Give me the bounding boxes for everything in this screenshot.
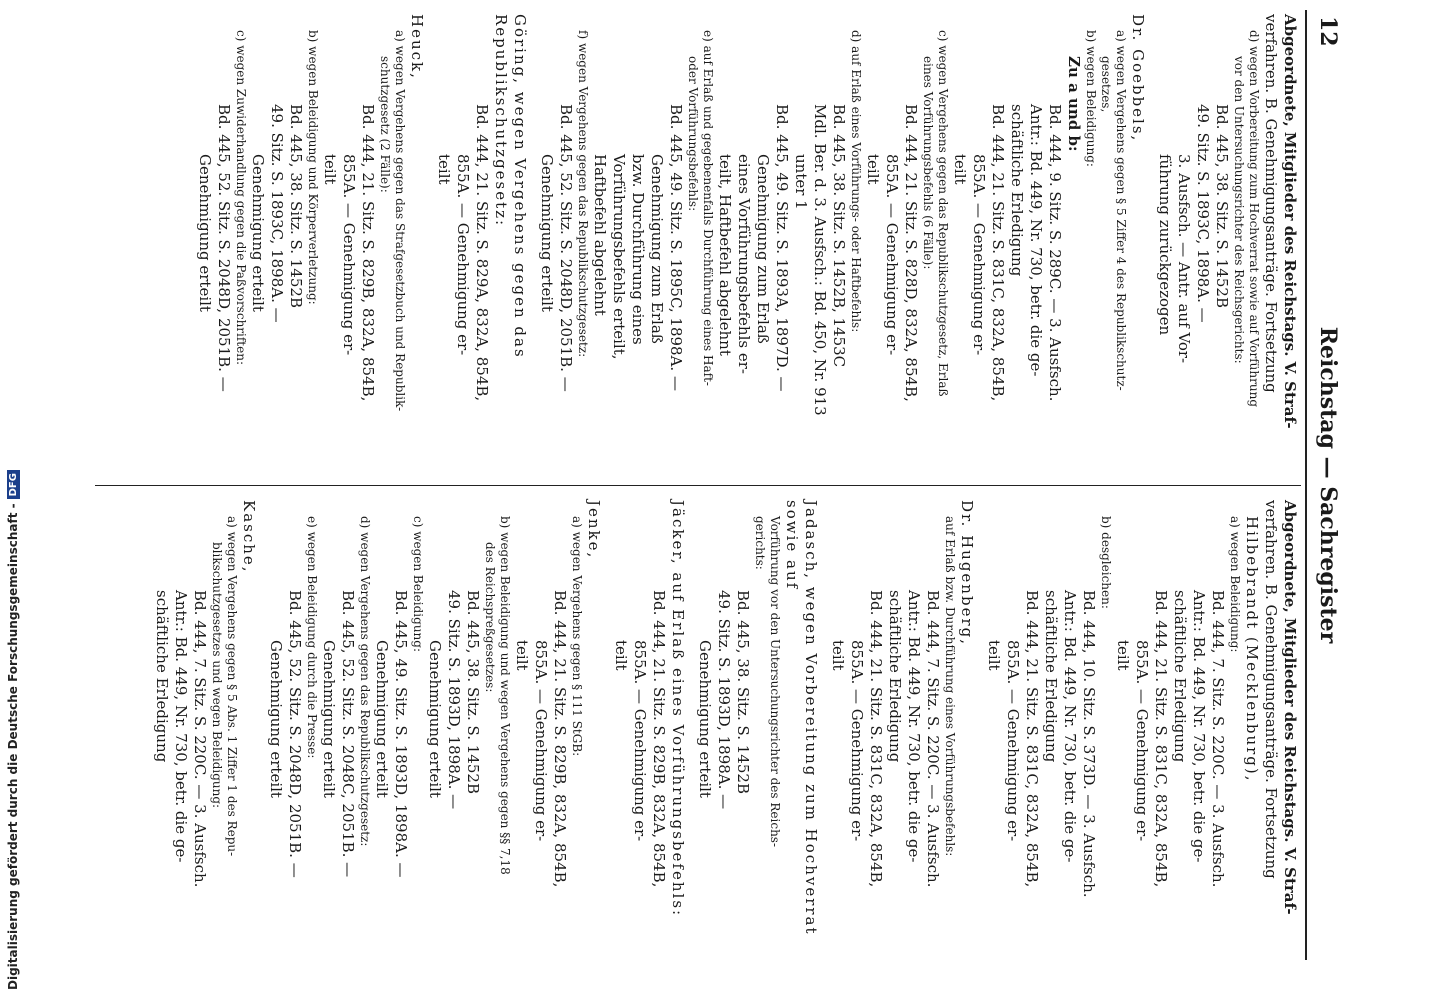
- text-line: Abgeordnete, Mitglieder des Reichstags. V. Straf-: [1281, 500, 1299, 915]
- text-line: gesetzes,: [1099, 56, 1113, 113]
- text-line: 855A. — Genehmigung er-: [631, 640, 649, 842]
- text-line: f) wegen Vergehens gegen das Republikschutzgesetz:: [576, 30, 590, 358]
- text-line: Genehmigung erteilt: [267, 640, 285, 798]
- text-line: Genehmigung zum Erlaß: [648, 154, 666, 344]
- text-line: Bd. 445, 38. Sitz. S. 1452B: [734, 590, 752, 794]
- text-line: auf Erlaß bzw. Durchführung eines Vorführungsbefehls:: [943, 516, 957, 857]
- text-line: Zu a und b:: [1065, 56, 1083, 152]
- text-line: schäftliche Erledigung: [1171, 590, 1189, 763]
- text-line: Haftbefehl abgelehnt: [591, 154, 609, 316]
- text-line: schäftliche Erledigung: [886, 590, 904, 763]
- text-line: schutzgesetz (2 Fälle):: [378, 56, 392, 193]
- text-line: Heuck,: [408, 14, 426, 80]
- text-line: d) auf Erlaß eines Vorführungs- oder Haftbefehls:: [849, 30, 863, 333]
- text-line: teilt: [864, 154, 882, 185]
- text-line: 855A. — Genehmigung er-: [454, 154, 472, 356]
- text-line: Bd. 444, 21. Sitz. S. 831C, 832A, 854B,: [1023, 590, 1041, 888]
- text-line: Bd. 445, 38. Sitz. S. 1452B, 1453C: [830, 104, 848, 368]
- text-line: 855A. — Genehmigung er-: [848, 640, 866, 842]
- text-line: b) wegen Beleidigung und Körperverletzung:: [306, 30, 320, 305]
- text-line: teilt: [612, 640, 630, 671]
- text-line: Genehmigung erteilt: [696, 640, 714, 798]
- text-line: e) auf Erlaß und gegebenenfalls Durchführung eines Haft-: [701, 30, 715, 386]
- text-line: Hilbebrandt (Mecklenburg),: [1243, 516, 1261, 783]
- text-line: c) wegen Beleidigung:: [411, 516, 425, 652]
- spacer: [687, 500, 695, 960]
- text-line: 49. Sitz. S. 1893C, 1898A. —: [1194, 104, 1212, 323]
- text-line: bzw. Durchführung eines: [629, 154, 647, 345]
- text-line: Bd. 444, 21. Sitz. S. 831C, 832A, 854B,: [989, 104, 1007, 402]
- text-line: Jäcker, auf Erlaß eines Vorführungsbefehls:: [669, 500, 687, 918]
- text-line: a) wegen Vergehens gegen § 5 Abs. 1 Ziffer 1 des Repu-: [225, 516, 239, 857]
- spacer: [820, 500, 828, 960]
- text-line: Bd. 445, 52. Sitz. S. 2048D, 2051B. —: [286, 590, 304, 878]
- text-line: Genehmigung zum Erlaß: [754, 154, 772, 344]
- text-line: teilt: [985, 640, 1003, 671]
- spacer: [426, 14, 434, 474]
- text-line: Jenke,: [585, 500, 603, 560]
- text-line: teilt: [1114, 640, 1132, 671]
- text-line: unter 1: [792, 154, 810, 210]
- text-line: des Reichspreßgesetzes:: [483, 542, 497, 693]
- spacer: [976, 500, 984, 960]
- credit-text: Digitalisierung gefördert durch die Deutsche Forschungsgemeinschaft -: [6, 503, 20, 990]
- text-line: Göring, wegen Vergehens gegen das Republikschutzgesetz:: [492, 14, 529, 366]
- text-line: Bd. 445, 49. Sitz. S. 1893D, 1898A. —: [392, 590, 410, 878]
- text-line: b) desgleichen:: [1099, 516, 1113, 609]
- text-line: Jadasch, wegen Vorbereitung zum Hochverrat sowie auf: [783, 500, 820, 943]
- text-line: Bd. 445, 49. Sitz. S. 1893A, 1897D. —: [773, 104, 791, 392]
- text-line: Bd. 444, 21. Sitz. S. 828D, 832A, 854B,: [902, 104, 920, 402]
- text-line: Bd. 444, 21. Sitz. S. 829B, 832A, 854B,: [359, 104, 377, 402]
- text-line: gerichts:: [753, 516, 767, 570]
- text-line: a) wegen Vergehens gegen § 5 Ziffer 4 des Republikschutz-: [1114, 30, 1128, 391]
- document-page: [55, 10, 1345, 960]
- text-line: 855A. — Genehmigung er-: [1004, 640, 1022, 842]
- text-line: Genehmigung erteilt: [373, 640, 391, 798]
- text-line: Genehmigung erteilt: [249, 154, 267, 312]
- text-line: Bd. 445, 49. Sitz. S. 1895C, 1898A. —: [667, 104, 685, 391]
- text-line: 855A. — Genehmigung er-: [970, 154, 988, 356]
- text-line: Genehmigung erteilt: [538, 154, 556, 312]
- text-line: Bd. 444, 21. Sitz. S. 831C, 832A, 854B,: [1152, 590, 1170, 888]
- text-line: blikschutzgesetzes und wegen Beleidigung:: [210, 542, 224, 809]
- text-line: teilt, Haftbefehl abgelehnt: [716, 154, 734, 356]
- text-line: verfahren. B. Genehmigungsanträge. Fortsetzung: [1262, 500, 1280, 879]
- text-line: eines Vorführungsbefehls er-: [735, 154, 753, 374]
- text-line: Dr. Goebbels,: [1129, 14, 1147, 143]
- text-line: Vorführung vor den Untersuchungsrichter des Reichs-: [768, 516, 782, 848]
- text-line: Genehmigung erteilt: [196, 154, 214, 312]
- text-line: e) wegen Beleidigung durch die Presse:: [305, 516, 319, 759]
- text-line: Bd. 444, 10. Sitz. S. 373D. — 3. Ausfsch.: [1080, 590, 1098, 898]
- spacer: [258, 500, 266, 960]
- text-line: oder Vorführungsbefehls:: [686, 56, 700, 212]
- text-line: Bd. 444, 9. Sitz. S. 289C. — 3. Ausfsch.: [1046, 104, 1064, 402]
- text-line: Bd. 444, 7. Sitz. S. 220C. — 3. Ausfsch.: [191, 590, 209, 888]
- text-line: a) wegen Beleidigung:: [1228, 516, 1242, 653]
- digitization-credit: [6, 470, 20, 990]
- text-line: Bd. 444, 7. Sitz. S. 220C. — 3. Ausfsch.: [924, 590, 942, 888]
- text-line: teilt: [321, 154, 339, 185]
- text-line: Bd. 445, 38. Sitz. S. 1452B: [1213, 104, 1231, 308]
- text-line: eines Vorführungsbefehls (6 Fälle):: [921, 56, 935, 270]
- text-line: Antr.: Bd. 449, Nr. 730, betr. die ge-: [1061, 590, 1079, 863]
- text-line: c) wegen Vergehens gegen das Republikschutzgesetz, Erlaß: [936, 30, 950, 397]
- text-line: Bd. 444, 21. Sitz. S. 829A, 832A, 854B,: [473, 104, 491, 402]
- spacer: [603, 500, 611, 960]
- text-line: Abgeordnete, Mitglieder des Reichstags. V. Straf-: [1281, 14, 1299, 429]
- text-line: verfahren. B. Genehmigungsanträge. Fortsetzung: [1262, 14, 1280, 393]
- text-line: führung zurückgezogen: [1156, 154, 1174, 336]
- text-line: teilt: [951, 154, 969, 185]
- left-column: [195, 14, 1299, 474]
- page-title: Reichstag — Sachregister: [1315, 326, 1341, 644]
- text-line: Bd. 445, 52. Sitz. S. 2048C, 2051B. —: [339, 590, 357, 878]
- right-column: [152, 500, 1299, 960]
- text-line: Bd. 444, 21. Sitz. S. 829B, 832A, 854B,: [650, 590, 668, 888]
- text-line: schäftliche Erledigung: [153, 590, 171, 763]
- text-line: Mdl. Ber. d. 3. Ausfsch.: Bd. 450, Nr. 913: [811, 104, 829, 416]
- header-rule: [1305, 10, 1307, 960]
- text-line: 49. Sitz. S. 1893D, 1898A. —: [445, 590, 463, 810]
- text-line: Bd. 445, 52. Sitz. S. 2048D, 2051B. —: [215, 104, 233, 392]
- dfg-logo: DFG: [7, 470, 20, 499]
- text-line: b) wegen Beleidigung und wegen Vergehens gegen §§ 7,18: [498, 516, 512, 875]
- text-line: 855A. — Genehmigung er-: [1133, 640, 1151, 842]
- spacer: [529, 14, 537, 474]
- text-line: Genehmigung erteilt: [426, 640, 444, 798]
- text-line: d) wegen Vorbereitung zum Hochverrat sowie auf Vorführung: [1247, 30, 1261, 408]
- text-line: vor den Untersuchungsrichter des Reichsgerichts:: [1232, 56, 1246, 364]
- page-number: 12: [1315, 16, 1341, 47]
- text-line: 49. Sitz. S. 1893C, 1898A. —: [268, 104, 286, 323]
- text-line: Vorführungsbefehls erteilt,: [610, 154, 628, 360]
- text-line: Bd. 444, 21. Sitz. S. 829B, 832A, 854B,: [551, 590, 569, 888]
- text-line: teilt: [513, 640, 531, 671]
- spacer: [1147, 14, 1155, 474]
- text-line: schäftliche Erledigung: [1042, 590, 1060, 763]
- text-line: Bd. 444, 7. Sitz. S. 220C. — 3. Ausfsch.: [1209, 590, 1227, 888]
- text-line: Antr.: Bd. 449, Nr. 730, betr. die ge-: [1190, 590, 1208, 863]
- text-line: 3. Ausfsch. — Antr. auf Vor-: [1175, 154, 1193, 364]
- text-line: c) wegen Zuwiderhandlung gegen die Paßvorschriften:: [234, 30, 248, 366]
- text-line: a) wegen Vergehens gegen § 111 StGB:: [570, 516, 584, 757]
- text-line: Bd. 444, 21. Sitz. S. 831C, 832A, 854B,: [867, 590, 885, 888]
- text-line: Bd. 445, 38. Sitz. S. 1452B: [464, 590, 482, 794]
- text-line: Genehmigung erteilt: [320, 640, 338, 798]
- text-line: 855A. — Genehmigung er-: [340, 154, 358, 356]
- text-line: Bd. 445, 52. Sitz. S. 2048D, 2051B. —: [557, 104, 575, 392]
- text-line: Antr.: Bd. 449, Nr. 730, betr. die ge-: [905, 590, 923, 863]
- text-line: schäftliche Erledigung: [1008, 104, 1026, 277]
- text-line: teilt: [435, 154, 453, 185]
- text-line: Dr. Hugenberg,: [958, 500, 976, 646]
- text-line: teilt: [829, 640, 847, 671]
- text-line: 855A. — Genehmigung er-: [532, 640, 550, 842]
- text-line: Antr.: Bd. 449, Nr. 730, betr. die ge-: [1027, 104, 1045, 377]
- text-line: Bd. 445, 38. Sitz. S. 1452B: [287, 104, 305, 308]
- text-line: d) wegen Vergehens gegen das Republikschutzgesetz:: [358, 516, 372, 847]
- text-line: b) wegen Beleidigung:: [1084, 30, 1098, 167]
- text-line: Antr.: Bd. 449, Nr. 730, betr. die ge-: [172, 590, 190, 863]
- column-divider: [95, 485, 1301, 486]
- text-line: 855A. — Genehmigung er-: [883, 154, 901, 356]
- text-line: a) wegen Vergehens gegen das Strafgesetzbuch und Republik-: [393, 30, 407, 412]
- text-line: 49. Sitz. S. 1893D, 1898A. —: [715, 590, 733, 810]
- text-line: Kasche,: [240, 500, 258, 574]
